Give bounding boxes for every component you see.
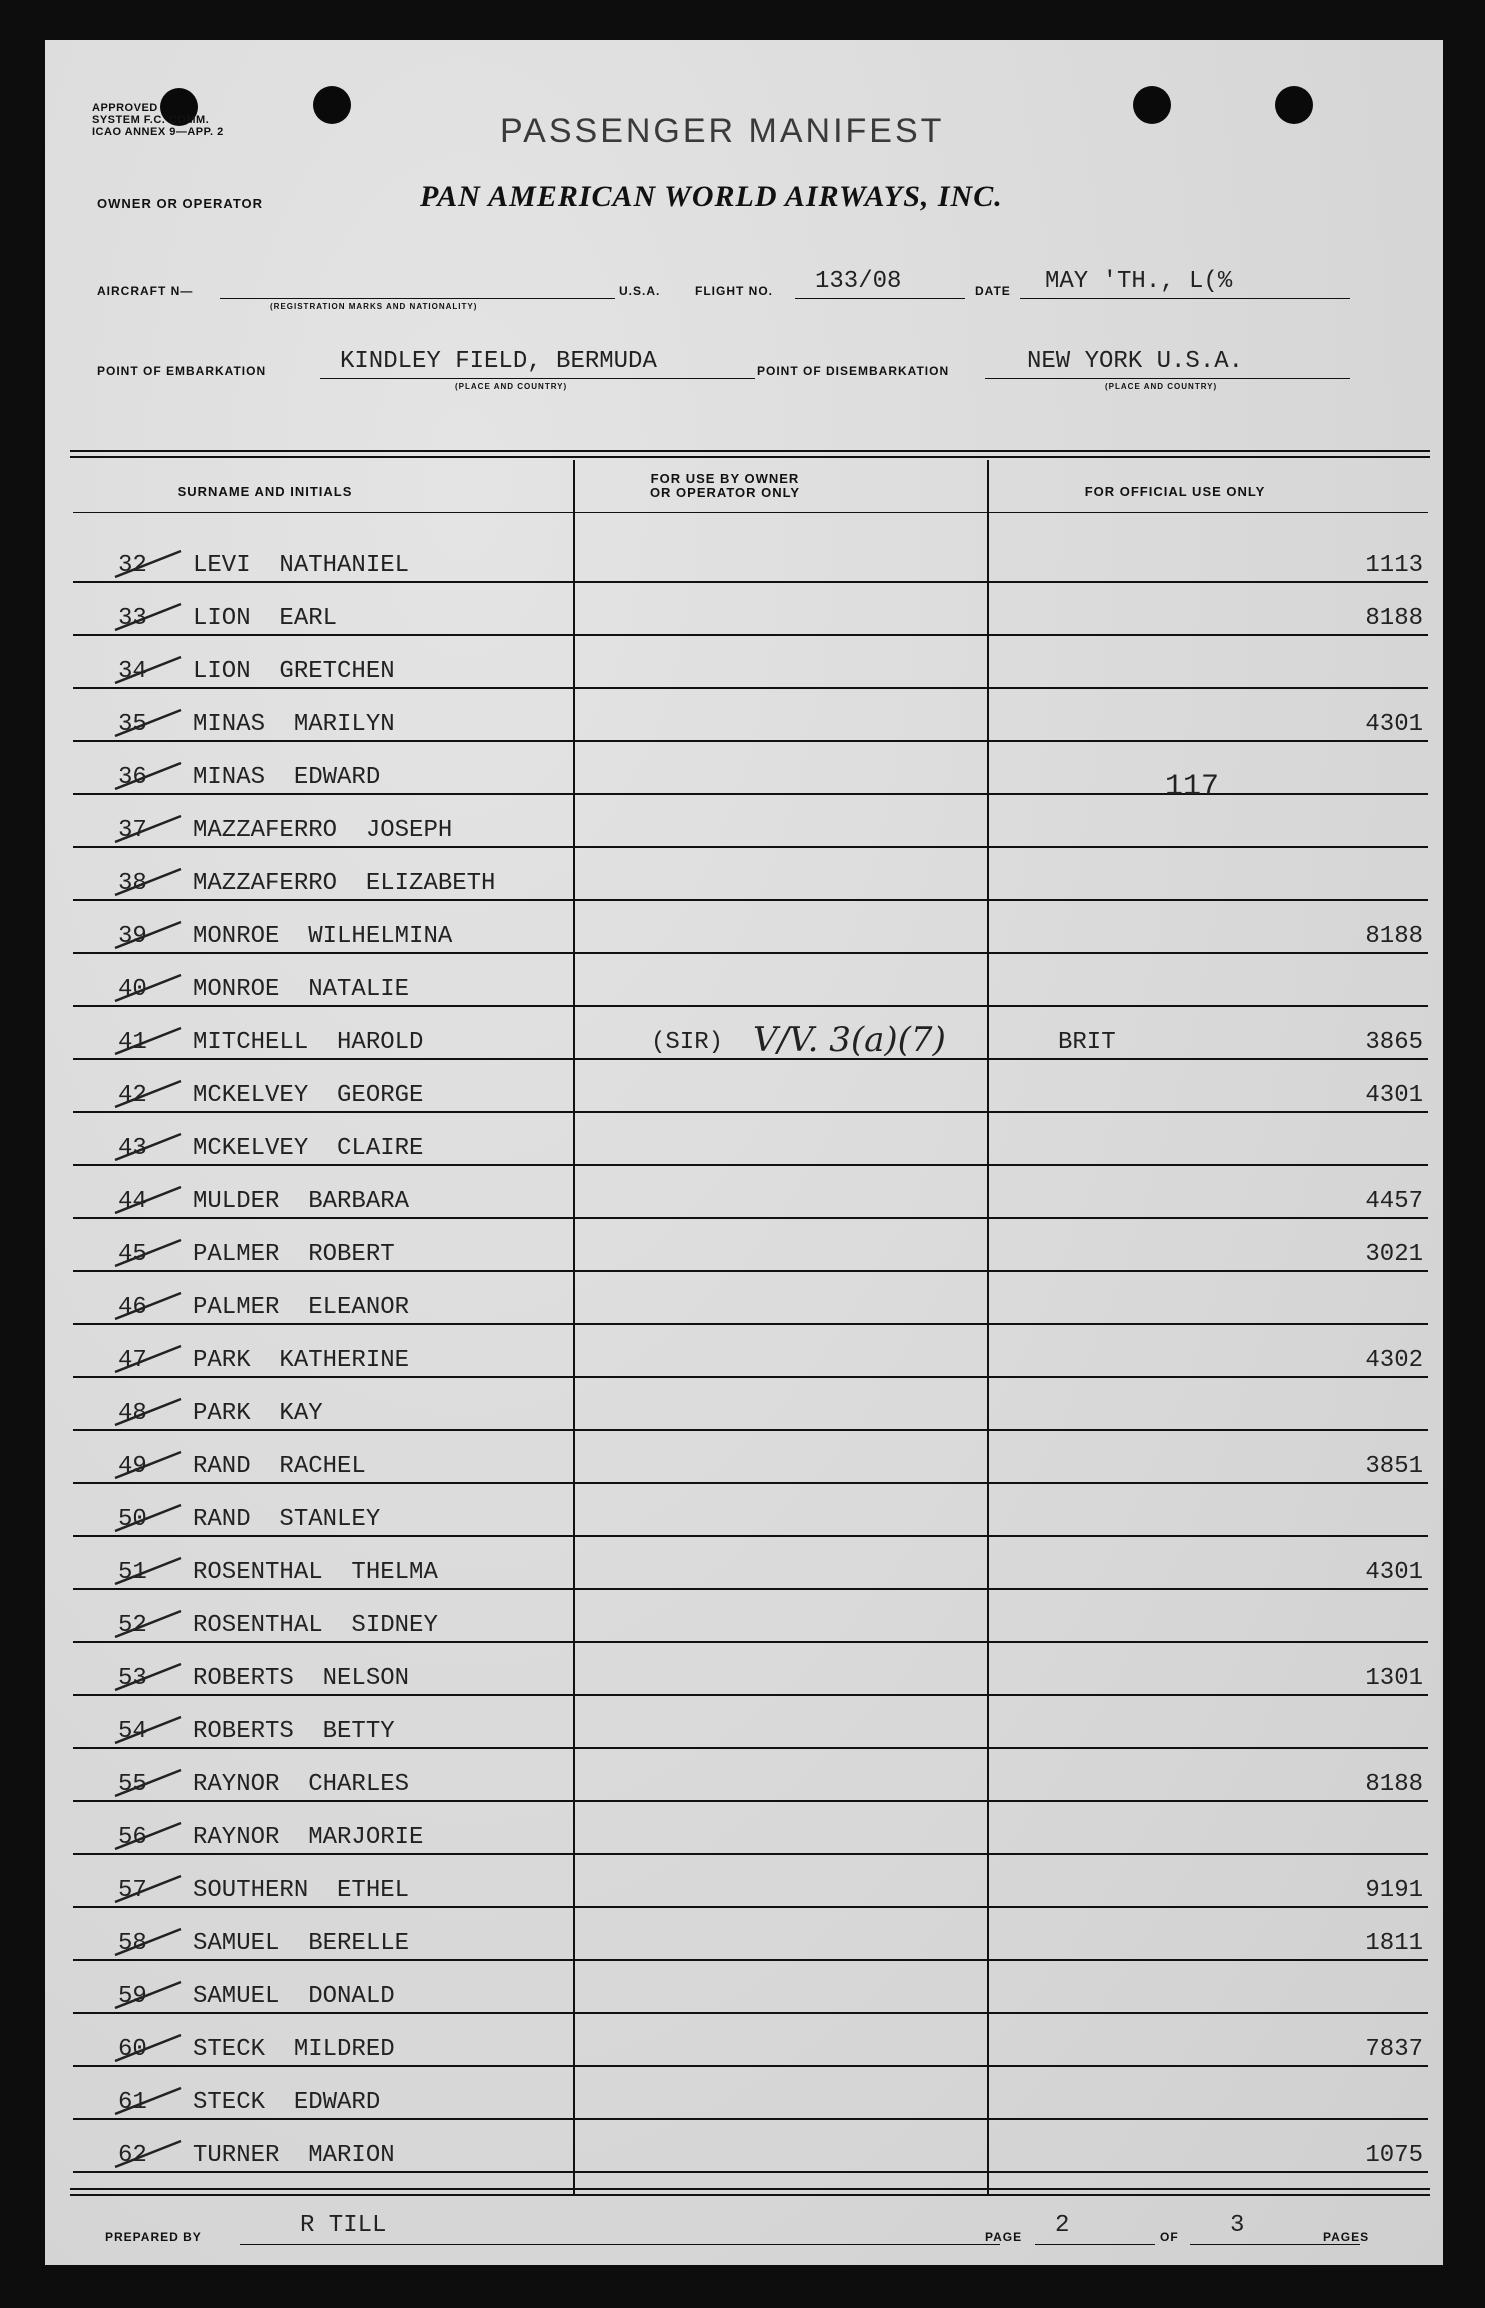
punch-hole xyxy=(1275,86,1313,124)
row-number: 34 xyxy=(118,658,147,685)
embark-line xyxy=(320,378,755,379)
row-number: 47 xyxy=(118,1347,147,1374)
pages-label: PAGES xyxy=(1323,2230,1370,2244)
row-number: 38 xyxy=(118,870,147,897)
col-owner-use: FOR USE BY OWNER OR OPERATOR ONLY xyxy=(649,471,801,500)
passenger-name: LION EARL xyxy=(193,605,338,632)
approval-line: SYSTEM F.C. COMM. xyxy=(92,114,210,126)
flight-line xyxy=(795,298,965,299)
official-code: 8188 xyxy=(1365,923,1423,950)
approval-line: ICAO ANNEX 9—APP. 2 xyxy=(92,126,224,138)
page-number: 2 xyxy=(1055,2212,1070,2239)
row-number: 44 xyxy=(118,1188,147,1215)
table-row xyxy=(73,1166,1428,1219)
passenger-name: SAMUEL BERELLE xyxy=(193,1930,410,1957)
row-number: 41 xyxy=(118,1029,147,1056)
passenger-name: MINAS EDWARD xyxy=(193,764,381,791)
embark-value: KINDLEY FIELD, BERMUDA xyxy=(340,348,657,375)
official-code: 1301 xyxy=(1365,1665,1423,1692)
table-top-rule xyxy=(70,450,1430,458)
official-code: 4302 xyxy=(1365,1347,1423,1374)
official-code: 4301 xyxy=(1365,1559,1423,1586)
row-number: 33 xyxy=(118,605,147,632)
passenger-name: STECK MILDRED xyxy=(193,2036,395,2063)
manifest-sheet xyxy=(45,40,1443,2265)
passenger-name: RAND RACHEL xyxy=(193,1453,366,1480)
row-number: 49 xyxy=(118,1453,147,1480)
disembark-label: POINT OF DISEMBARKATION xyxy=(757,364,950,378)
row-rule xyxy=(73,2171,1428,2173)
row-number: 53 xyxy=(118,1665,147,1692)
passenger-name: MINAS MARILYN xyxy=(193,711,395,738)
official-code: 4301 xyxy=(1365,711,1423,738)
aircraft-label: AIRCRAFT N— xyxy=(97,284,194,298)
passenger-name: LION GRETCHEN xyxy=(193,658,395,685)
row-number: 37 xyxy=(118,817,147,844)
row-number: 42 xyxy=(118,1082,147,1109)
table-row xyxy=(73,1696,1428,1749)
official-code: 8188 xyxy=(1365,605,1423,632)
table-row xyxy=(73,1961,1428,2014)
aircraft-line xyxy=(220,298,615,299)
table-row xyxy=(73,1802,1428,1855)
table-row xyxy=(73,1007,1428,1060)
table-row xyxy=(73,1537,1428,1590)
page-line xyxy=(1035,2244,1155,2245)
page-label: PAGE xyxy=(985,2230,1023,2244)
col-surname: SURNAME AND INITIALS xyxy=(177,484,353,499)
table-row xyxy=(73,1908,1428,1961)
passenger-name: ROBERTS BETTY xyxy=(193,1718,395,1745)
table-bottom-rule xyxy=(70,2188,1430,2196)
row-number: 46 xyxy=(118,1294,147,1321)
date-line xyxy=(1020,298,1350,299)
passenger-name: MAZZAFERRO ELIZABETH xyxy=(193,870,496,897)
punch-hole xyxy=(313,86,351,124)
row-number: 54 xyxy=(118,1718,147,1745)
passenger-name: SOUTHERN ETHEL xyxy=(193,1877,410,1904)
table-row xyxy=(73,1272,1428,1325)
passenger-name: STECK EDWARD xyxy=(193,2089,381,2116)
prepared-line xyxy=(240,2244,1000,2245)
row-number: 50 xyxy=(118,1506,147,1533)
passenger-name: RAYNOR CHARLES xyxy=(193,1771,410,1798)
owner-note: (SIR) xyxy=(651,1029,724,1056)
row-number: 60 xyxy=(118,2036,147,2063)
row-number: 45 xyxy=(118,1241,147,1268)
handwritten-note: V/V. 3(a)(7) xyxy=(753,1020,946,1060)
table-row xyxy=(73,1113,1428,1166)
table-row xyxy=(73,689,1428,742)
table-row xyxy=(73,1749,1428,1802)
table-row xyxy=(73,901,1428,954)
owner-label: OWNER OR OPERATOR xyxy=(97,196,264,211)
passenger-name: MAZZAFERRO JOSEPH xyxy=(193,817,453,844)
official-code: 7837 xyxy=(1365,2036,1423,2063)
table-row xyxy=(73,1378,1428,1431)
extra-note: 117 xyxy=(1165,770,1220,804)
table-row xyxy=(73,2067,1428,2120)
passenger-name: MCKELVEY GEORGE xyxy=(193,1082,424,1109)
row-number: 32 xyxy=(118,552,147,579)
table-row xyxy=(73,1325,1428,1378)
passenger-name: ROSENTHAL SIDNEY xyxy=(193,1612,438,1639)
passenger-name: ROBERTS NELSON xyxy=(193,1665,410,1692)
row-number: 52 xyxy=(118,1612,147,1639)
table-row xyxy=(73,1219,1428,1272)
official-code: 1811 xyxy=(1365,1930,1423,1957)
disembark-note: (PLACE AND COUNTRY) xyxy=(1105,382,1218,391)
official-code: 9191 xyxy=(1365,1877,1423,1904)
passenger-name: PARK KAY xyxy=(193,1400,323,1427)
passenger-name: MITCHELL HAROLD xyxy=(193,1029,424,1056)
row-number: 43 xyxy=(118,1135,147,1162)
official-code: 1075 xyxy=(1365,2142,1423,2169)
prepared-by: R TILL xyxy=(300,2212,387,2239)
flight-number: 133/08 xyxy=(815,268,902,295)
passenger-name: PALMER ROBERT xyxy=(193,1241,395,1268)
embark-label: POINT OF EMBARKATION xyxy=(97,364,267,378)
row-number: 56 xyxy=(118,1824,147,1851)
passenger-name: TURNER MARION xyxy=(193,2142,395,2169)
row-number: 62 xyxy=(118,2142,147,2169)
passenger-name: RAND STANLEY xyxy=(193,1506,381,1533)
registration-note: (REGISTRATION MARKS AND NATIONALITY) xyxy=(270,302,478,311)
row-number: 48 xyxy=(118,1400,147,1427)
table-row xyxy=(73,954,1428,1007)
table-row xyxy=(73,848,1428,901)
passenger-name: MCKELVEY CLAIRE xyxy=(193,1135,424,1162)
table-row xyxy=(73,1431,1428,1484)
row-number: 39 xyxy=(118,923,147,950)
table-row xyxy=(73,1643,1428,1696)
table-row xyxy=(73,583,1428,636)
table-row xyxy=(73,1484,1428,1537)
row-number: 61 xyxy=(118,2089,147,2116)
embark-note: (PLACE AND COUNTRY) xyxy=(455,382,568,391)
nationality: BRIT xyxy=(1058,1029,1116,1056)
row-number: 35 xyxy=(118,711,147,738)
approval-line: APPROVED xyxy=(92,102,158,114)
punch-hole xyxy=(1133,86,1171,124)
passenger-name: ROSENTHAL THELMA xyxy=(193,1559,438,1586)
passenger-name: MULDER BARBARA xyxy=(193,1188,410,1215)
table-row xyxy=(73,742,1428,795)
col-official: FOR OFFICIAL USE ONLY xyxy=(1084,484,1266,499)
table-row xyxy=(73,795,1428,848)
row-number: 57 xyxy=(118,1877,147,1904)
page-total: 3 xyxy=(1230,2212,1245,2239)
passenger-name: MONROE NATALIE xyxy=(193,976,410,1003)
table-row xyxy=(73,1590,1428,1643)
row-number: 59 xyxy=(118,1983,147,2010)
row-number: 40 xyxy=(118,976,147,1003)
header-rule xyxy=(73,512,1428,513)
company-name: PAN AMERICAN WORLD AIRWAYS, INC. xyxy=(420,180,1003,213)
table-row xyxy=(73,1060,1428,1113)
passenger-name: PARK KATHERINE xyxy=(193,1347,410,1374)
prepared-label: PREPARED BY xyxy=(105,2230,202,2244)
official-code: 4457 xyxy=(1365,1188,1423,1215)
row-number: 55 xyxy=(118,1771,147,1798)
date-label: DATE xyxy=(975,284,1011,298)
date-value: MAY 'TH., L(% xyxy=(1045,268,1233,295)
official-code: 8188 xyxy=(1365,1771,1423,1798)
passenger-name: RAYNOR MARJORIE xyxy=(193,1824,424,1851)
row-number: 58 xyxy=(118,1930,147,1957)
official-code: 1113 xyxy=(1365,552,1423,579)
passenger-name: PALMER ELEANOR xyxy=(193,1294,410,1321)
flight-label: FLIGHT NO. xyxy=(695,284,773,298)
official-code: 3865 xyxy=(1365,1029,1423,1056)
row-number: 36 xyxy=(118,764,147,791)
row-number: 51 xyxy=(118,1559,147,1586)
usa-label: U.S.A. xyxy=(619,284,661,298)
passenger-name: MONROE WILHELMINA xyxy=(193,923,453,950)
passenger-name: LEVI NATHANIEL xyxy=(193,552,410,579)
disembark-line xyxy=(985,378,1350,379)
approval-stamp xyxy=(92,102,224,138)
official-code: 4301 xyxy=(1365,1082,1423,1109)
table-row xyxy=(73,1855,1428,1908)
passenger-name: SAMUEL DONALD xyxy=(193,1983,395,2010)
official-code: 3851 xyxy=(1365,1453,1423,1480)
table-row xyxy=(73,2014,1428,2067)
disembark-value: NEW YORK U.S.A. xyxy=(1027,348,1244,375)
table-row xyxy=(73,636,1428,689)
of-label: OF xyxy=(1160,2230,1179,2244)
of-line xyxy=(1190,2244,1360,2245)
table-row xyxy=(73,2120,1428,2173)
official-code: 3021 xyxy=(1365,1241,1423,1268)
page-title: PASSENGER MANIFEST xyxy=(500,112,945,150)
table-row xyxy=(73,530,1428,583)
